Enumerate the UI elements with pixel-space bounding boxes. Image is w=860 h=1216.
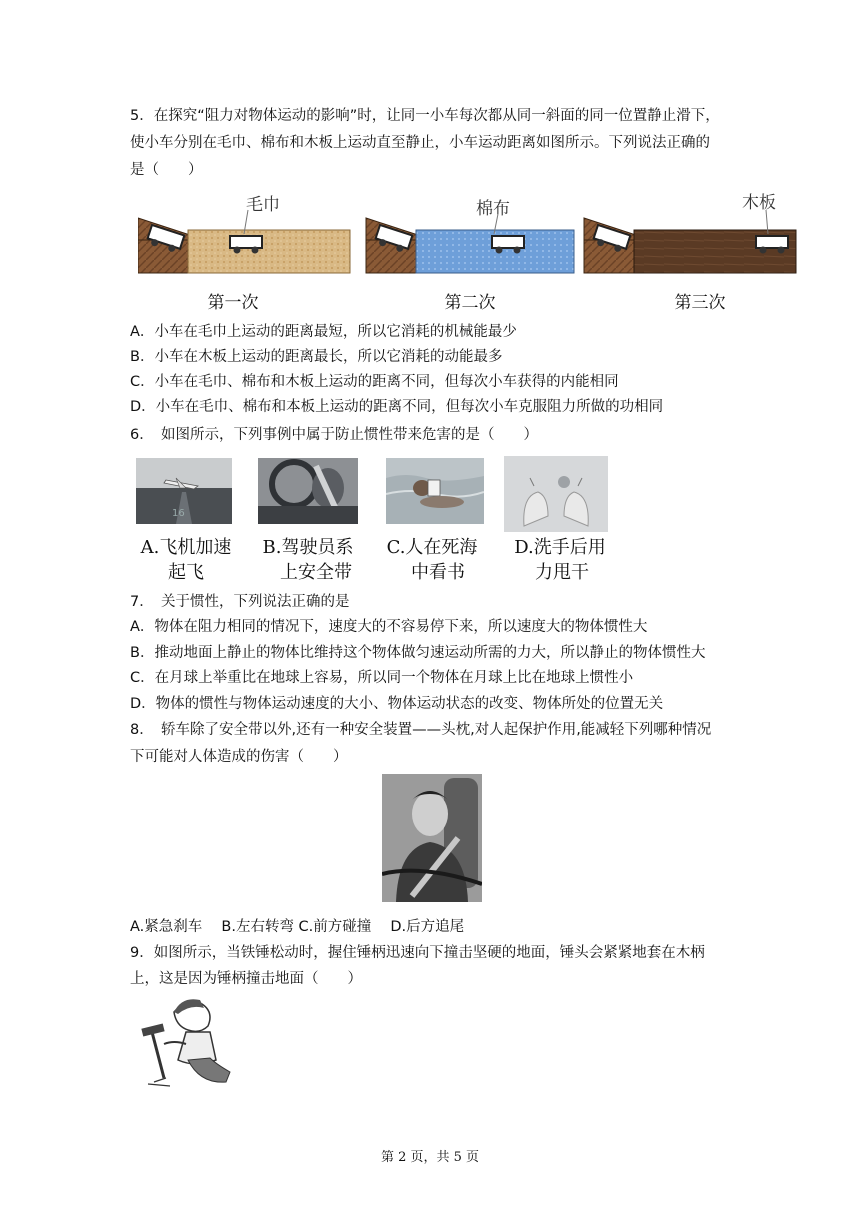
svg-text:16: 16 [172,508,185,519]
q6-stem: 6． 如图所示，下列事例中属于防止惯性带来危害的是（ ） [130,427,538,443]
q7-option-d: D．物体的惯性与物体运动速度的大小、物体运动状态的改变、物体所处的位置无关 [130,696,664,712]
photo-car-headrest [382,774,482,902]
q7-stem: 7． 关于惯性，下列说法正确的是 [130,594,350,610]
photo-dead-sea-reading [386,458,484,524]
photo-shaking-hands [504,456,608,532]
q6-photo-a-line2: 起飞 [168,562,204,583]
q9-stem-line1: 9．如图所示，当铁锤松动时，握住锤柄迅速向下撞击坚硬的地面，锤头会紧紧地套在木柄 [130,945,705,961]
panel-2-cotton [366,214,574,273]
q5-stem-line2: 使小车分别在毛巾、棉布和木板上运动直至静止，小车运动距离如图所示。下列说法正确的 [130,135,710,151]
panel-1-towel [138,210,350,273]
q5-stem-line1: 5．在探究“阻力对物体运动的影响”时，让同一小车每次都从同一斜面的同一位置静止滑下， [130,108,720,124]
q6-photo-c-line1: C.人在死海 [386,537,478,558]
photo-plane-takeoff [136,458,232,524]
q6-photo-d-line1: D.洗手后用 [514,537,606,558]
panel-3-wood [584,210,796,273]
q6-photo-c-line2: 中看书 [411,562,465,583]
page-footer: 第 2 页，共 5 页 [380,1150,480,1165]
q6-photo-a-line1: A.飞机加速 [140,537,232,558]
panel-2-caption: 第二次 [444,293,496,313]
q6-photo-b-line1: B.驾驶员系 [262,537,354,558]
q7-option-c: C．在月球上举重比在地球上容易，所以同一个物体在月球上比在地球上惯性小 [130,670,634,686]
q7-option-a: A．物体在阻力相同的情况下，速度大的不容易停下来，所以速度大的物体惯性大 [130,619,648,635]
q9-stem-line2: 上，这是因为锤柄撞击地面（ ） [130,971,362,987]
q8-stem-line1: 8． 轿车除了安全带以外,还有一种安全装置——头枕,对人起保护作用,能减轻下列哪种情况 [130,722,712,738]
photo-driver-seatbelt [258,458,358,524]
q5-option-b: B．小车在木板上运动的距离最长，所以它消耗的动能最多 [130,349,503,365]
q6-photo-d-line2: 力甩干 [535,562,589,583]
q6-photo-b-line2: 上安全带 [280,562,352,583]
q7-option-b: B．推动地面上静止的物体比维持这个物体做匀速运动所需的力大，所以静止的物体惯性大 [130,645,706,661]
q5-stem-line3: 是（ ） [130,162,203,178]
panel-1-label: 毛巾 [246,195,280,214]
panel-1-caption: 第一次 [207,293,259,313]
panel-3-label: 木板 [742,193,776,212]
panel-2-label: 棉布 [476,199,510,218]
q5-option-a: A．小车在毛巾上运动的距离最短，所以它消耗的机械能最少 [130,324,517,340]
q8-stem-line2: 下可能对人体造成的伤害（ ） [130,749,348,765]
panel-3-caption: 第三次 [674,293,726,313]
q5-option-c: C．小车在毛巾、棉布和木板上运动的距离不同，但每次小车获得的内能相同 [130,374,619,390]
hammer-illustration [130,994,248,1090]
q8-options: A.紧急刹车 B.左右转弯 C.前方碰撞 D.后方追尾 [130,919,465,935]
q5-option-d: D．小车在毛巾、棉布和本板上运动的距离不同，但每次小车克服阻力所做的功相同 [130,399,664,415]
